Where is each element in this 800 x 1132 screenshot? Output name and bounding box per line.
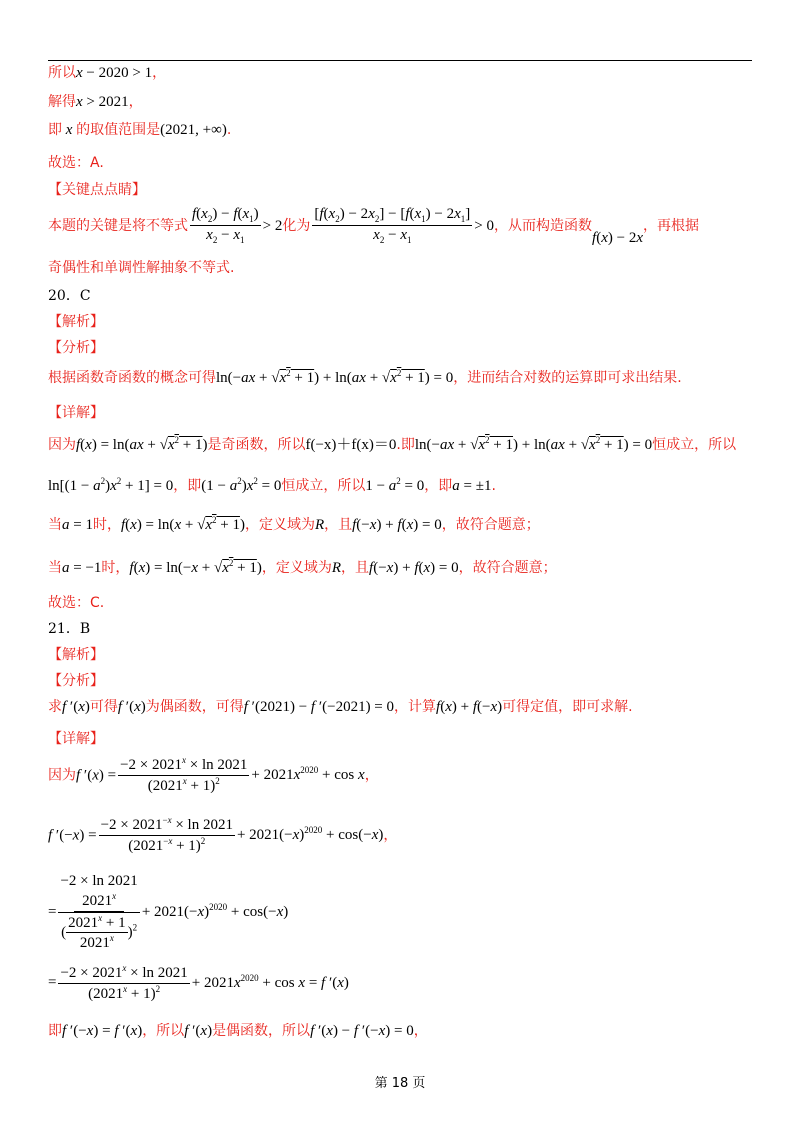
fraction-1: $\frac{f(x_2) - f(x_1)}{x_2 - x_1}$	[192, 206, 259, 246]
page-number: 第 18 页	[374, 1076, 426, 1091]
fraction-2: $\frac{[f(x_2) - 2x_2] - [f(x_1) - 2x_1]}{x_2 - x_1}$	[314, 206, 471, 246]
question-21: 21．B	[48, 621, 91, 637]
xiangjie-heading-2: 【详解】	[48, 731, 104, 747]
fenxi-heading-2: 【分析】	[48, 673, 104, 689]
line-23: = −2 × ln 2021 2021$^x$ ( $\frac{2021^x + 1}{2021^x}$ )$^2$ + $2021(-x)^{2020} + \cos(-x)$	[48, 873, 289, 952]
line-12: 因为$f(x) = \ln(ax + √x^2 + 1)$是奇函数，所以f(−x)＋f(x)＝0.即$\ln(-ax + √x^2 + 1) + \ln(ax + √x^2 + 1) = 0$恒成立，所以	[48, 435, 737, 453]
line-26: 即f ′(−x) = f ′(x)，所以f ′(x)是偶函数，所以f ′(x) − f ′(−x) = 0，	[48, 1023, 428, 1039]
line-14: 当a = 1时，$f(x) = \ln(x + √x^2 + 1)$，定义域为R，且f(−x) + f(x) = 0，故符合题意；	[48, 515, 540, 533]
line-1: 所以x − 2020 > 1，	[48, 65, 167, 81]
key-point-heading: 【关键点点睛】	[48, 182, 146, 198]
question-20: 20．C	[48, 288, 91, 304]
line-24: = $\frac{-2 \times 2021^x \times \ln 2021}{(2021^x + 1)^2}$ + $2021x^{2020} + \cos x = f$ ′(x)	[48, 963, 349, 1002]
jiexi-heading-2: 【解析】	[48, 647, 104, 663]
line-3: 即 x 的取值范围是(2021, +∞).	[48, 122, 232, 138]
answer-c: 故选：C.	[48, 595, 105, 611]
line-7: 奇偶性和单调性解抽象不等式.	[48, 260, 235, 276]
line-6: 本题的关键是将不等式 $\frac{f(x_2) - f(x_1)}{x_2 - x_1}$ > 2化为 $\frac{[f(x_2) - 2x_2] - [f(x_1) - 2x_1]}{x_2 - x_1}$ > 0，从而构造函数f(x) − 2x，再根据	[48, 206, 699, 246]
answer-a: 故选：A.	[48, 155, 104, 171]
line-22: f ′(−x) = $\frac{-2 \times 2021^{-x} \times \ln 2021}{(2021^{-x} + 1)^2}$ + $2021(-x)^{2020} + \cos(-x)$，	[48, 815, 398, 854]
header-rule	[48, 60, 752, 61]
line-19: 求f ′(x)可得f ′(x)为偶函数，可得f ′(2021) − f ′(−2021) = 0，计算f(x) + f(−x)可得定值，即可求解.	[48, 699, 633, 715]
fenxi-heading: 【分析】	[48, 340, 104, 356]
line-2: 解得x > 2021，	[48, 94, 143, 110]
xiangjie-heading: 【详解】	[48, 405, 104, 421]
line-13: $\ln[(1 - a^2)x^2 + 1] = 0$，即$(1 - a^2)x^2 = 0$恒成立，所以$1 - a^2 = 0$，即a = ±1.	[48, 476, 496, 494]
line-15: 当a = −1时，$f(x) = \ln(-x + √x^2 + 1)$，定义域为R，且f(−x) + f(x) = 0，故符合题意；	[48, 558, 557, 576]
line-10: 根据函数奇函数的概念可得$\ln(-ax + √x^2 + 1) + \ln(ax + √x^2 + 1) = 0$，进而结合对数的运算即可求出结果.	[48, 368, 682, 386]
jiexi-heading: 【解析】	[48, 314, 104, 330]
line-21: 因为f ′(x) = $\frac{-2 \times 2021^x \times \ln 2021}{(2021^x + 1)^2}$ + $2021x^{2020} + \cos x$，	[48, 755, 379, 794]
